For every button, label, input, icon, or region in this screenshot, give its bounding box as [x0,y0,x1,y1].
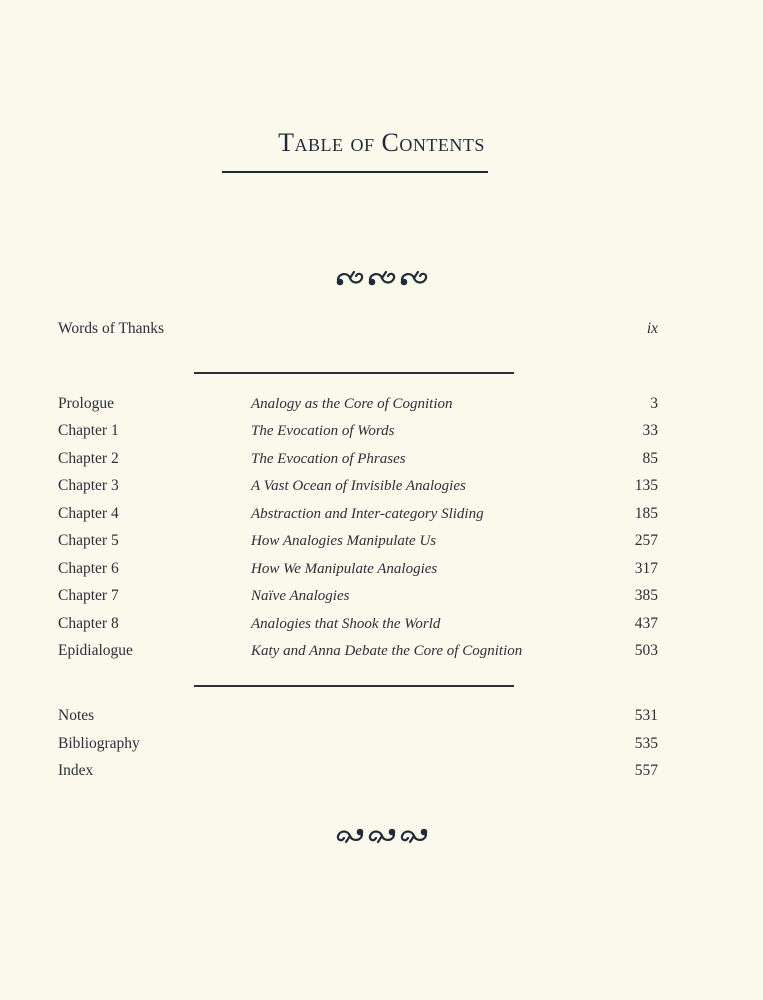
entry-label: Chapter 7 [58,587,119,604]
entry-page-number: 503 [634,642,658,659]
entry-title: How We Manipulate Analogies [251,561,438,577]
entry-page-number: 557 [634,762,658,779]
entry-title: Analogy as the Core of Cognition [251,396,453,412]
entry-label: Chapter 8 [58,615,119,632]
entry-label: Notes [58,707,95,724]
entry-page-number: 535 [634,735,658,752]
entry-page-number: 135 [634,477,658,494]
toc-entry [58,529,658,553]
toc-entry-words-of-thanks [58,317,658,341]
toc-entry [58,612,658,636]
entry-page-number: 317 [634,560,658,577]
fleuron-triple-icon [0,266,763,290]
entry-page-number: 437 [634,615,658,632]
entry-page-number: 185 [634,505,658,522]
entry-label: Chapter 2 [58,450,119,467]
toc-entry-index [58,759,658,783]
toc-entry [58,447,658,471]
entry-page-number: 85 [642,450,658,467]
toc-entry [58,639,658,663]
entry-page-number: 531 [634,707,658,724]
entry-label: Epidialogue [58,642,133,659]
entry-title: The Evocation of Words [251,423,395,439]
entry-title: Abstraction and Inter-category Sliding [251,506,484,522]
toc-entry-notes [58,704,658,728]
entry-label: Words of Thanks [58,320,165,337]
entry-page-number: ix [646,320,658,337]
entry-page-number: 385 [634,587,658,604]
entry-label: Chapter 6 [58,560,119,577]
toc-entry [58,419,658,443]
entry-label: Index [58,762,94,779]
toc-entry [58,392,658,416]
entry-label: Bibliography [58,735,140,752]
fleuron-triple-inverted-icon [0,826,763,850]
toc-entry [58,584,658,608]
entry-title: Katy and Anna Debate the Core of Cognition [251,643,523,659]
entry-label: Chapter 4 [58,505,119,522]
toc-entry [58,474,658,498]
entry-label: Chapter 3 [58,477,119,494]
page-title: Table of Contents [278,128,485,157]
toc-entry [58,557,658,581]
toc-entry [58,502,658,526]
section-divider [194,372,514,374]
toc-entry-bibliography [58,732,658,756]
entry-label: Prologue [58,395,114,412]
entry-title: The Evocation of Phrases [251,451,406,467]
entry-page-number: 3 [650,395,658,412]
entry-label: Chapter 1 [58,422,119,439]
entry-page-number: 33 [642,422,658,439]
entry-title: Analogies that Shook the World [251,616,441,632]
section-divider [194,685,514,687]
title-underline [222,171,488,173]
entry-page-number: 257 [634,532,658,549]
entry-title: A Vast Ocean of Invisible Analogies [251,478,466,494]
entry-title: Naïve Analogies [251,588,350,604]
entry-title: How Analogies Manipulate Us [251,533,437,549]
entry-label: Chapter 5 [58,532,119,549]
